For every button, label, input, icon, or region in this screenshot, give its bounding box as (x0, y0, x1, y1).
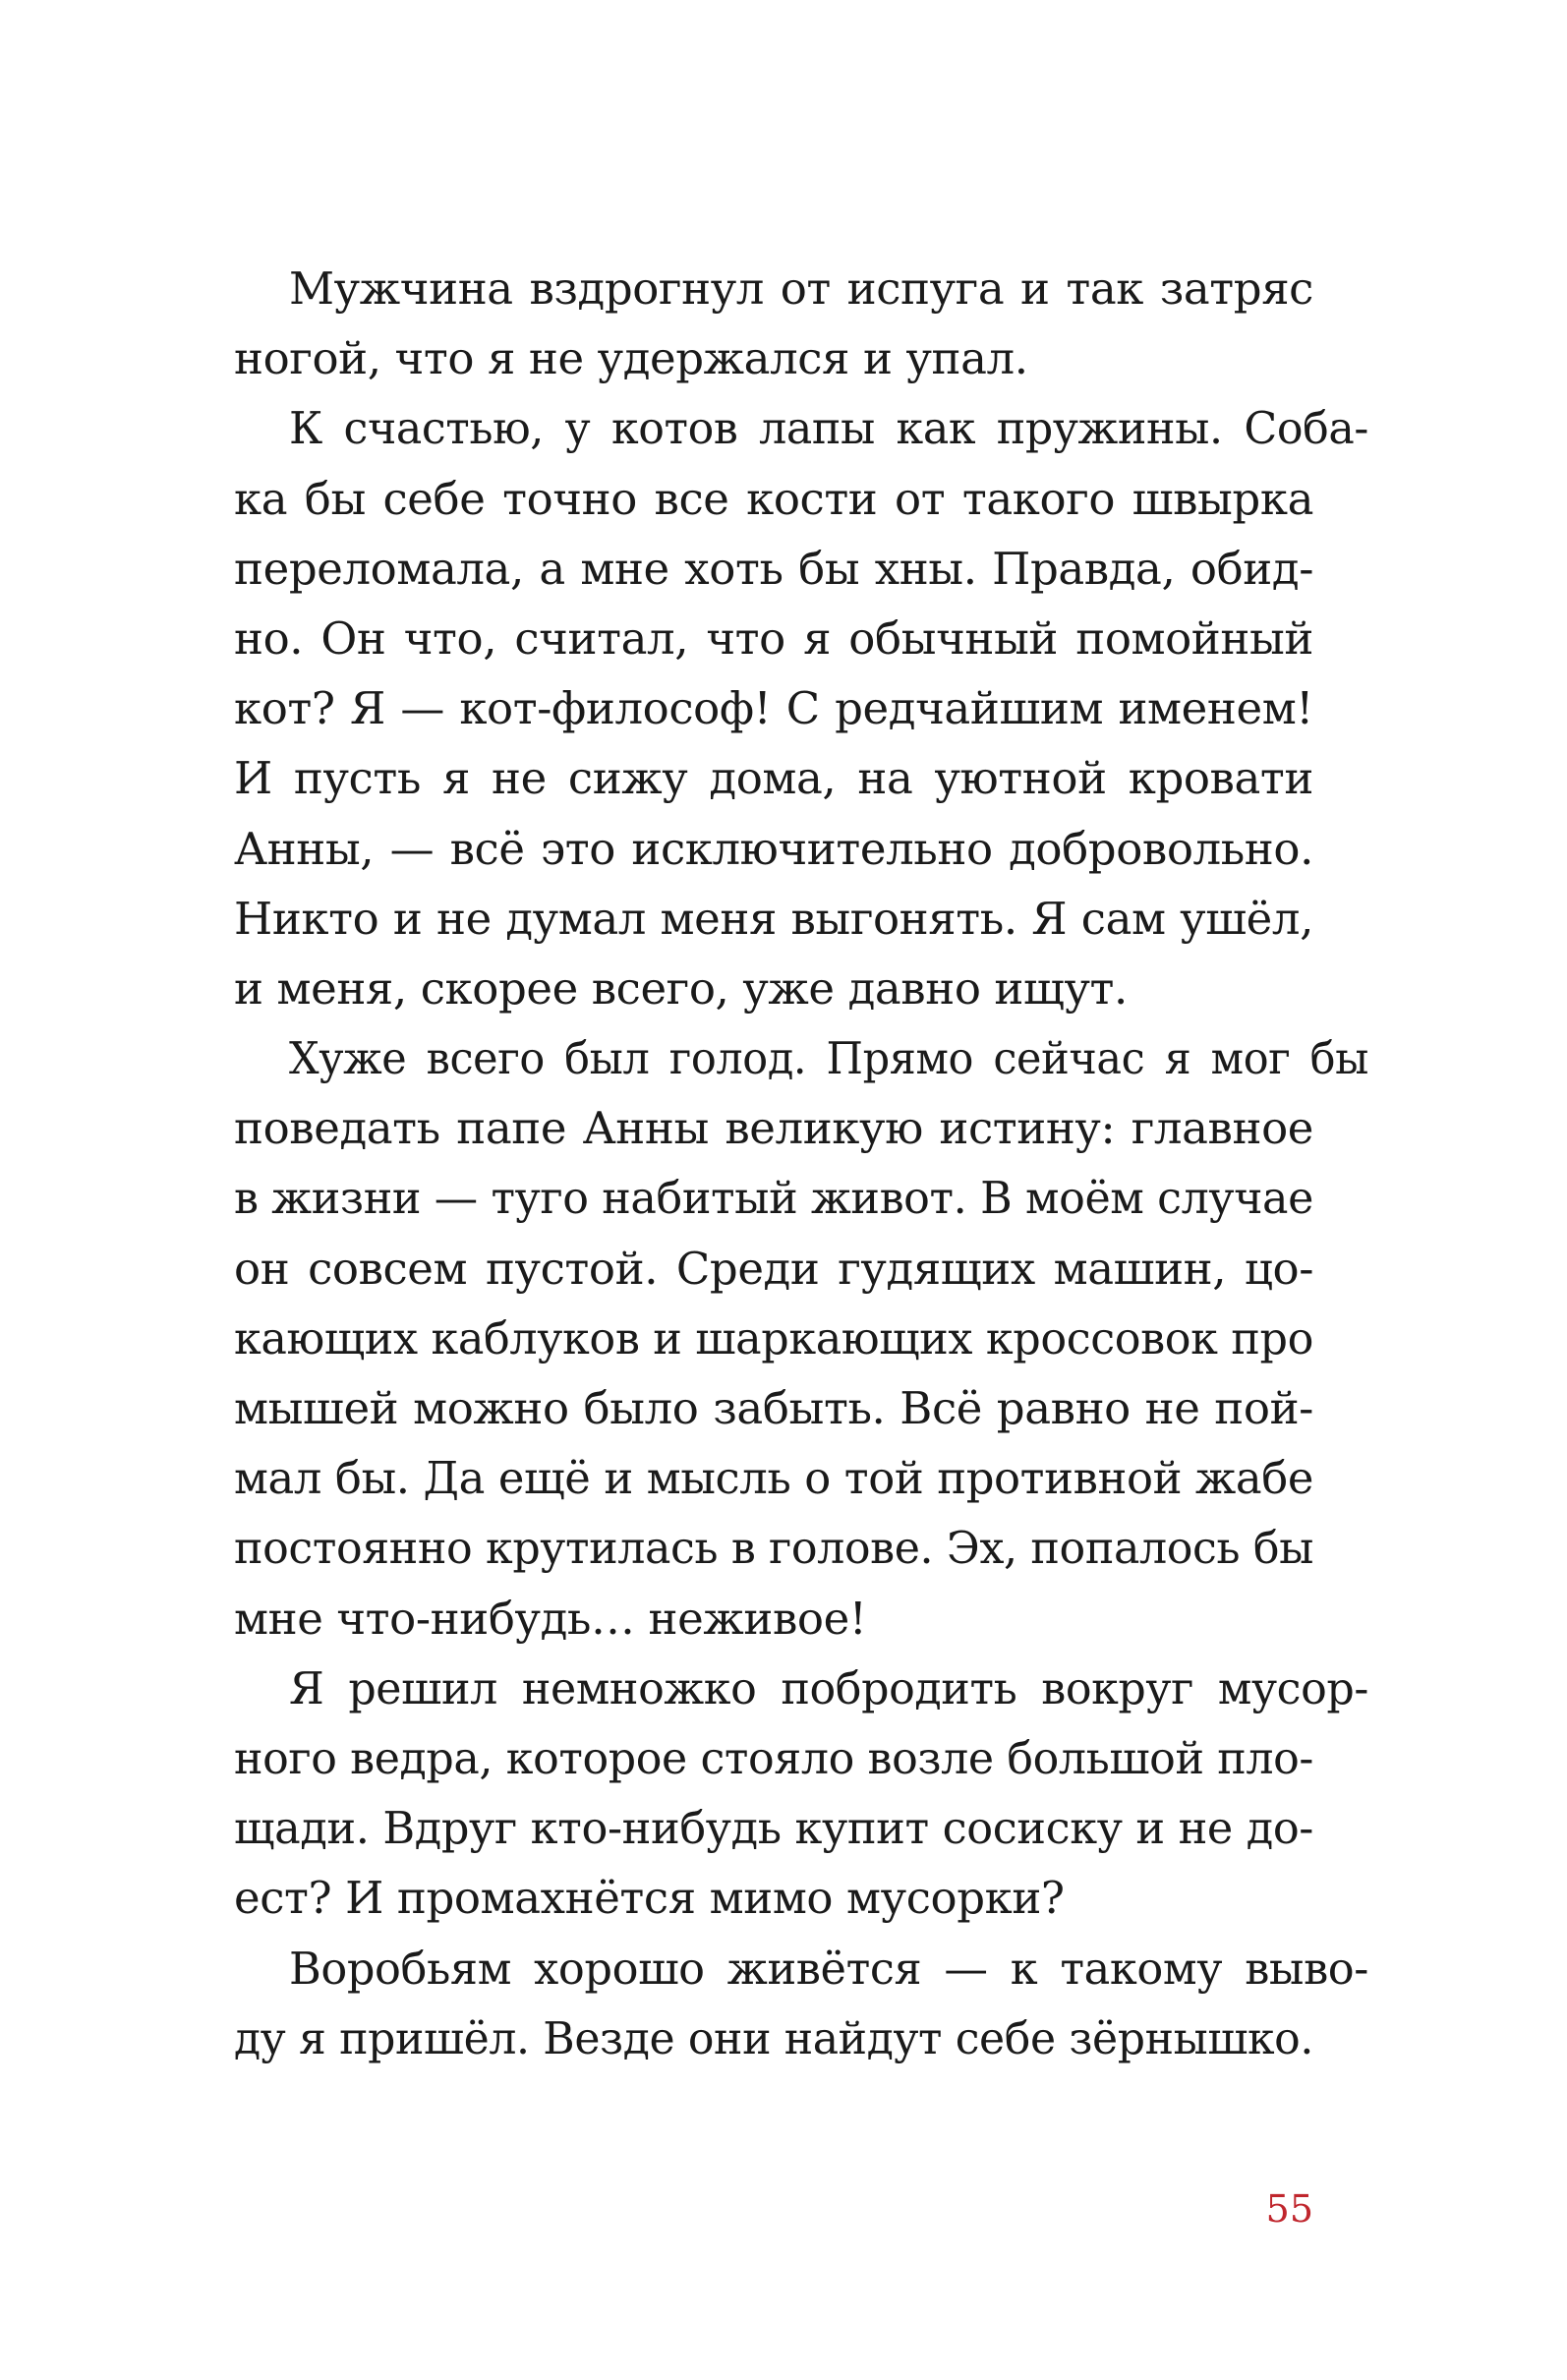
text-line: постоянно крутилась в голове. Эх, попалось бы (234, 1522, 1313, 1575)
body-text (234, 254, 1368, 2073)
text-line: К счастью, у котов лапы как пружины. Соба- (288, 402, 1368, 455)
text-line: и меня, скорее всего, уже давно ищут. (234, 961, 1128, 1015)
text-line: щади. Вдруг кто-нибудь купит сосиску и не до- (234, 1802, 1313, 1855)
text-line: мне что-нибудь… неживое! (234, 1592, 867, 1645)
text-line: но. Он что, считал, что я обычный помойный (234, 611, 1313, 665)
text-line: поведать папе Анны великую истину: главное (234, 1102, 1313, 1155)
text-line: Хуже всего был голод. Прямо сейчас я мог бы (288, 1032, 1368, 1085)
text-line: ду я пришёл. Везде они найдут себе зёрнышко. (234, 2011, 1313, 2064)
text-line: кающих каблуков и шаркающих кроссовок про (234, 1311, 1313, 1364)
text-line: мышей можно было забыть. Всё равно не пой- (234, 1382, 1313, 1434)
text-line: Воробьям хорошо живётся — к такому выво- (288, 1942, 1368, 1995)
text-line: ест? И промахнётся мимо мусорки? (234, 1872, 1065, 1925)
text-line: Анны, — всё это исключительно добровольно. (234, 822, 1313, 875)
text-line: мал бы. Да ещё и мысль о той противной жабе (234, 1452, 1313, 1505)
text-line: ка бы себе точно все кости от такого швырка (234, 472, 1313, 525)
page-number: 55 (1265, 2187, 1313, 2231)
text-line: в жизни — туго набитый живот. В моём случае (234, 1172, 1313, 1225)
text-line: ногой, что я не удержался и упал. (234, 332, 1028, 385)
text-line: И пусть я не сижу дома, на уютной кровати (234, 752, 1313, 805)
text-line: ного ведра, которое стояло возле большой пло- (234, 1731, 1313, 1784)
text-line: Никто и не думал меня выгонять. Я сам ушёл, (234, 892, 1313, 945)
text-line: Мужчина вздрогнул от испуга и так затряс (289, 262, 1313, 315)
text-line: переломала, а мне хоть бы хны. Правда, обид- (234, 542, 1313, 595)
text-line: он совсем пустой. Среди гудящих машин, цо- (234, 1242, 1313, 1295)
text-line: Я решил немножко побродить вокруг мусор- (288, 1661, 1368, 1714)
text-line: кот? Я — кот-философ! С редчайшим именем! (234, 682, 1313, 735)
